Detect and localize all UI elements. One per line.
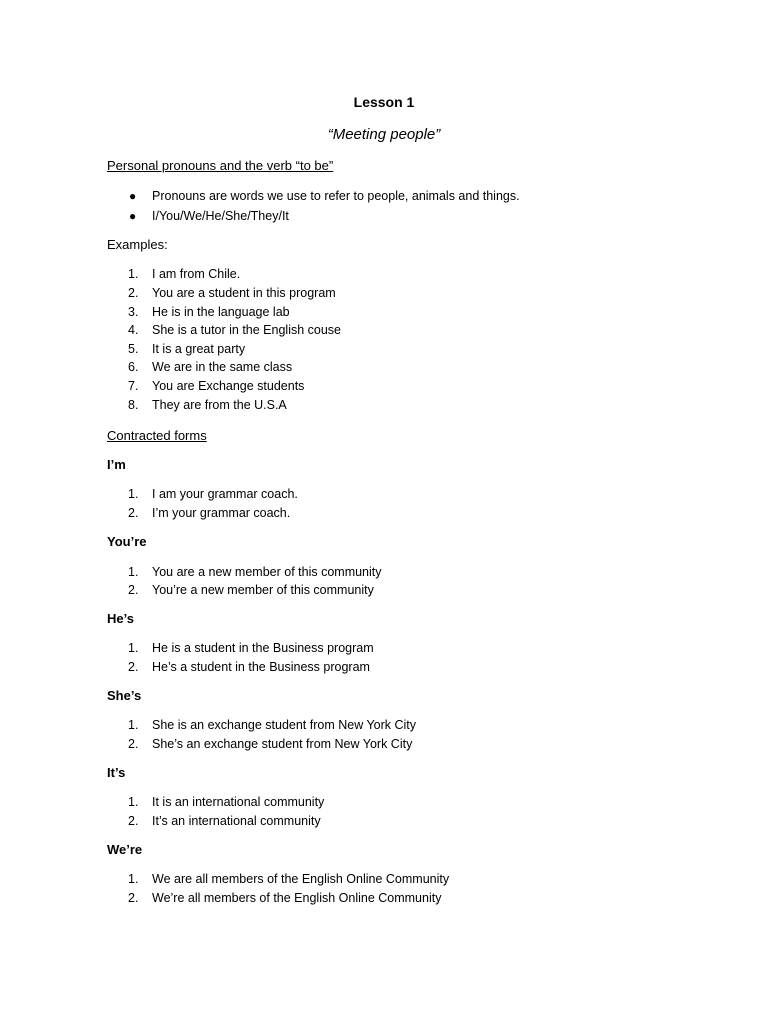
bullet-text: Pronouns are words we use to refer to people, animals and things. <box>152 189 520 203</box>
contraction-label: It’s <box>107 765 126 780</box>
bullet-text: I/You/We/He/She/They/It <box>152 209 289 223</box>
example-text: You are a student in this program <box>152 286 336 300</box>
list-number: 2. <box>128 737 139 751</box>
section-heading-contracted: Contracted forms <box>107 428 207 443</box>
bullet-icon: ● <box>129 189 137 203</box>
list-number: 2. <box>128 286 139 300</box>
list-number: 3. <box>128 305 139 319</box>
contraction-text: We are all members of the English Online Community <box>152 872 450 886</box>
list-number: 4. <box>128 323 139 337</box>
example-text: I am from Chile. <box>152 267 241 281</box>
list-number: 2. <box>128 583 139 597</box>
contraction-label: I’m <box>107 457 126 472</box>
list-number: 1. <box>128 795 139 809</box>
contraction-text: He’s a student in the Business program <box>152 660 370 674</box>
list-number: 1. <box>128 641 139 655</box>
list-number: 8. <box>128 398 139 412</box>
list-number: 1. <box>128 487 139 501</box>
list-number: 1. <box>128 267 139 281</box>
list-number: 1. <box>128 872 139 886</box>
contraction-label: We’re <box>107 842 143 857</box>
contraction-label: He’s <box>107 611 134 626</box>
list-number: 5. <box>128 342 139 356</box>
contraction-text: He is a student in the Business program <box>152 641 374 655</box>
list-number: 7. <box>128 379 139 393</box>
lesson-subtitle: “Meeting people” <box>327 126 441 143</box>
contraction-text: We’re all members of the English Online Community <box>152 891 442 905</box>
example-text: You are Exchange students <box>152 379 305 393</box>
contraction-text: She is an exchange student from New York City <box>152 718 417 732</box>
list-number: 1. <box>128 565 139 579</box>
contraction-text: I’m your grammar coach. <box>152 506 291 520</box>
list-number: 2. <box>128 891 139 905</box>
contraction-text: She’s an exchange student from New York City <box>152 737 413 751</box>
list-number: 1. <box>128 718 139 732</box>
contraction-text: It is an international community <box>152 795 325 809</box>
section-heading-pronouns: Personal pronouns and the verb “to be” <box>107 158 334 173</box>
list-number: 2. <box>128 506 139 520</box>
lesson-title: Lesson 1 <box>353 94 415 110</box>
bullet-icon: ● <box>129 209 137 223</box>
list-number: 6. <box>128 360 139 374</box>
list-number: 2. <box>128 660 139 674</box>
example-text: It is a great party <box>152 342 246 356</box>
contraction-label: She’s <box>107 688 142 703</box>
contraction-text: It’s an international community <box>152 814 321 828</box>
examples-label: Examples: <box>107 237 168 252</box>
contraction-text: I am your grammar coach. <box>152 487 298 501</box>
contraction-label: You’re <box>107 534 147 549</box>
contraction-text: You’re a new member of this community <box>152 583 374 597</box>
example-text: They are from the U.S.A <box>152 398 287 412</box>
example-text: She is a tutor in the English couse <box>152 323 342 337</box>
example-text: He is in the language lab <box>152 305 290 319</box>
contraction-text: You are a new member of this community <box>152 565 382 579</box>
example-text: We are in the same class <box>152 360 293 374</box>
list-number: 2. <box>128 814 139 828</box>
